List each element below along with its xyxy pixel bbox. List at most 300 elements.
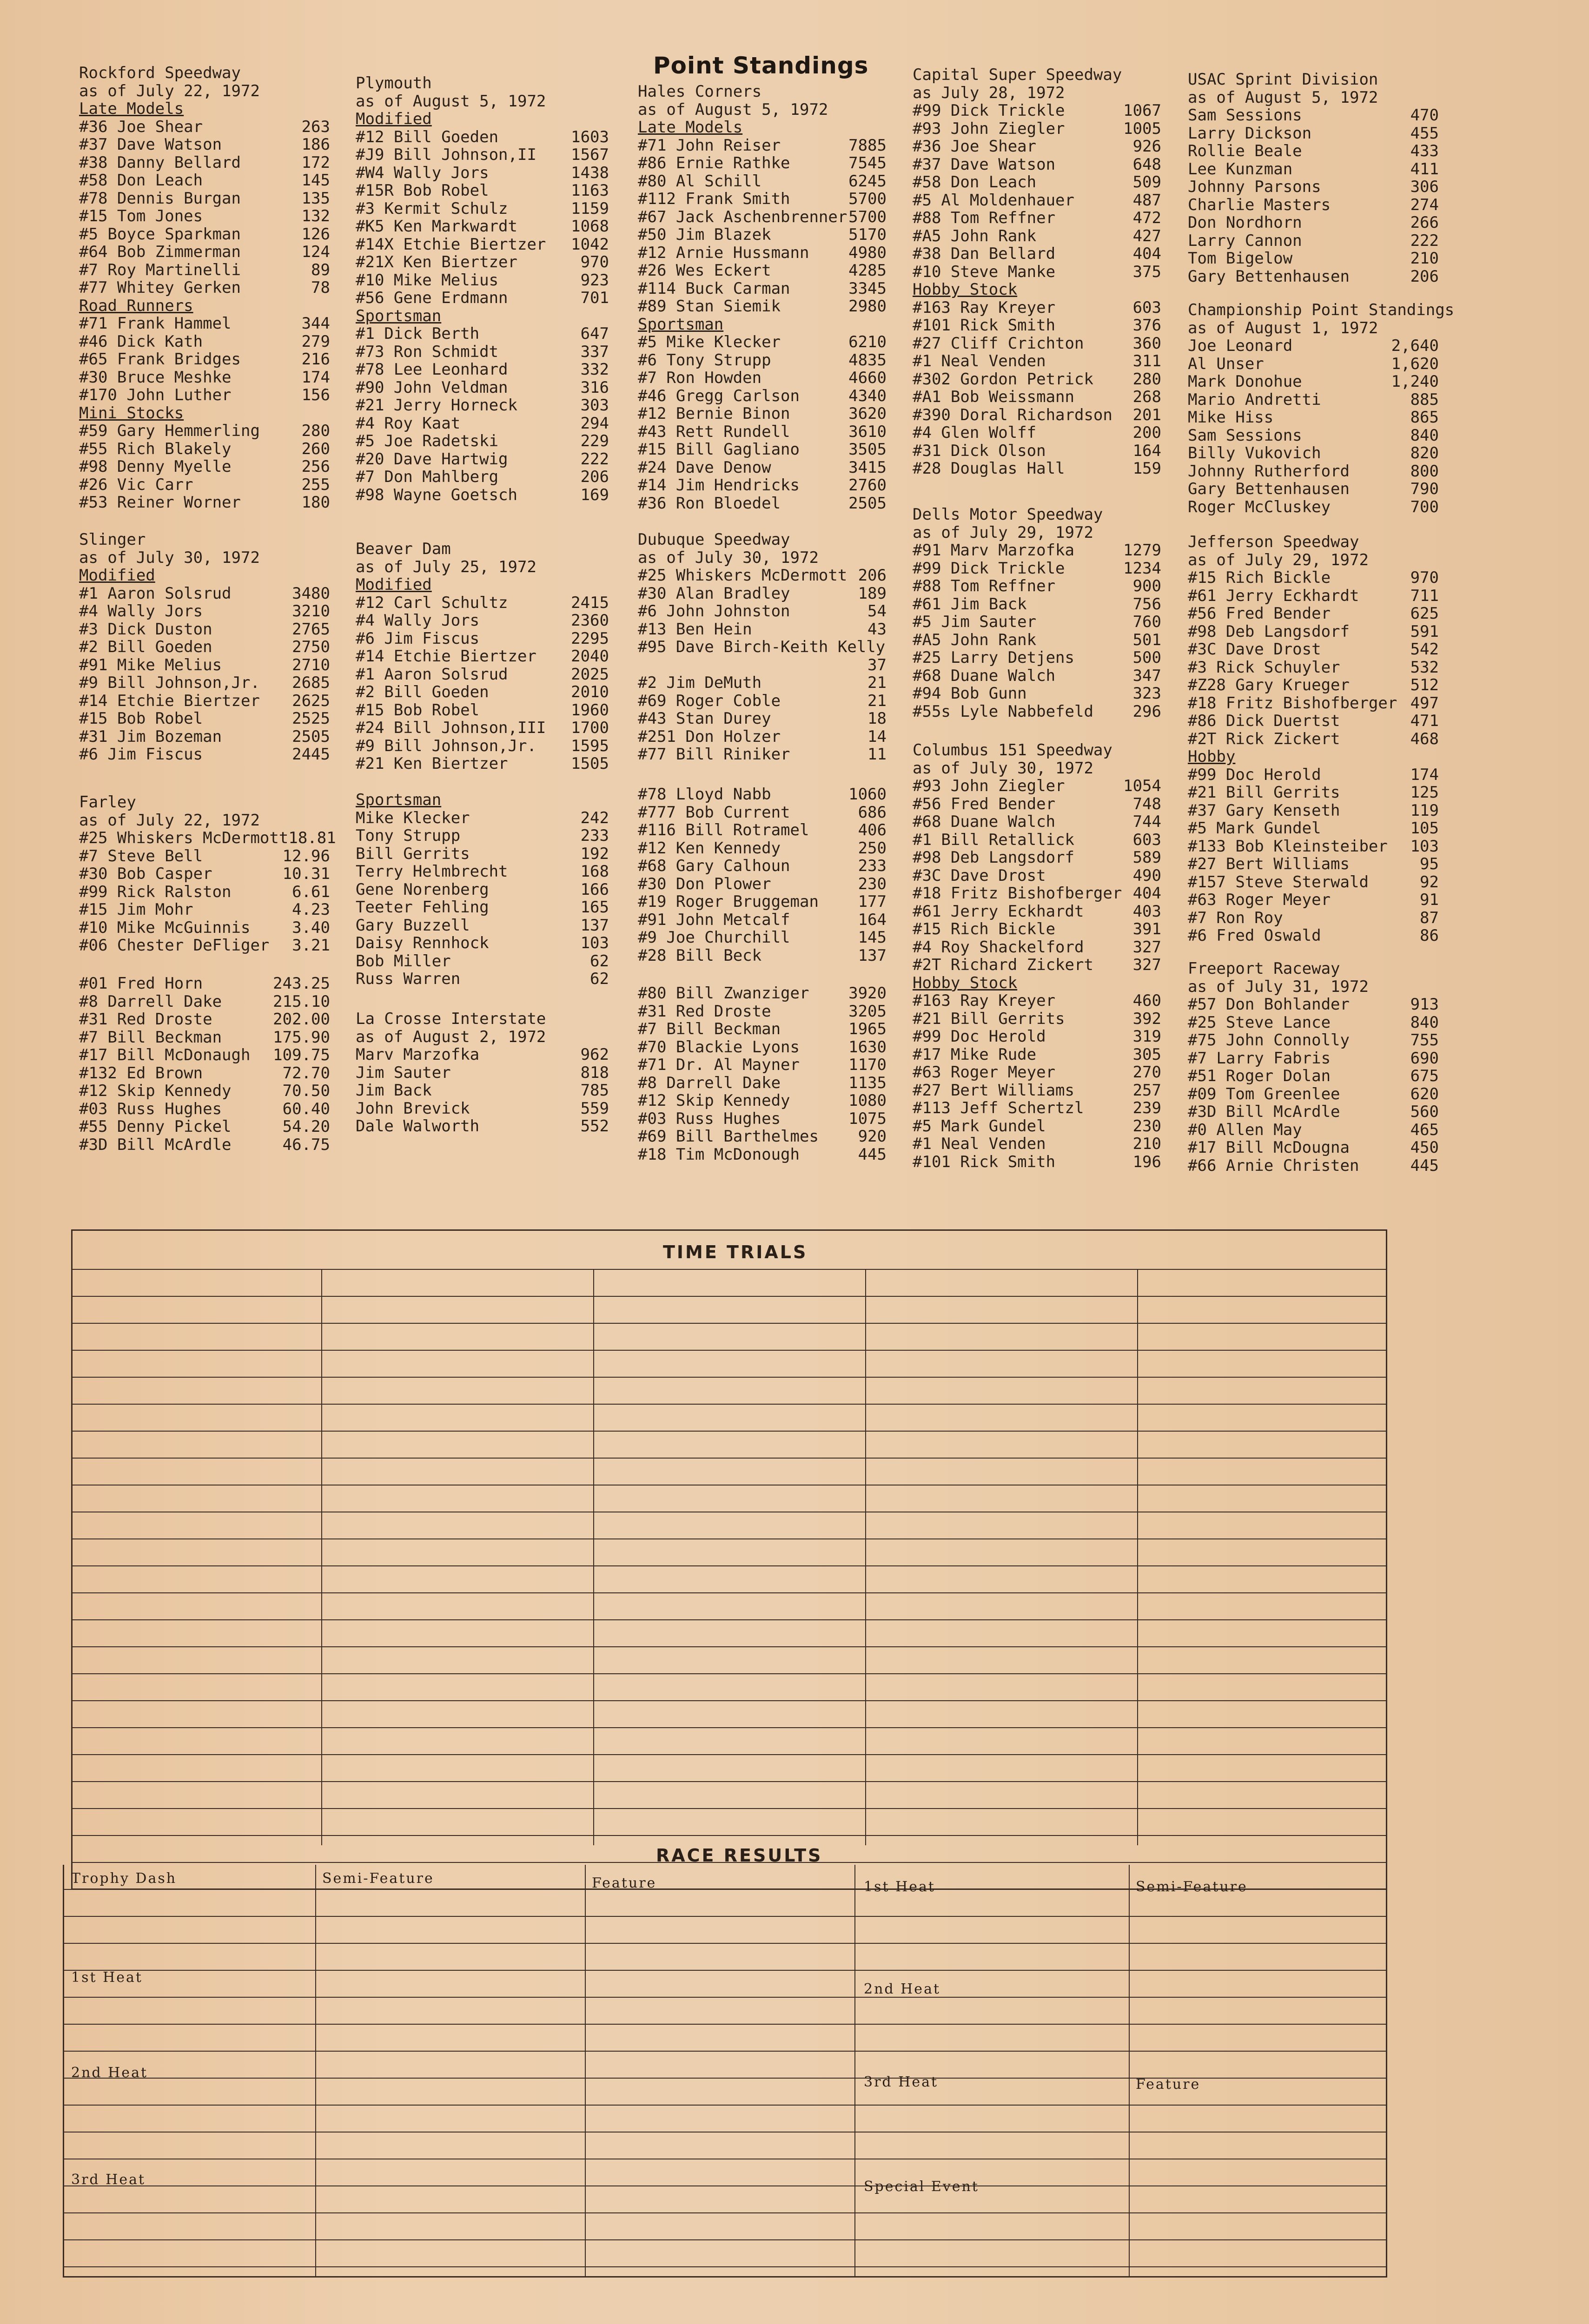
entry-name: #91 Marv Marzofka — [913, 541, 1074, 560]
entry-points: 1163 — [571, 181, 609, 200]
standings-line — [638, 119, 887, 137]
entry-points: 18.81 — [288, 829, 336, 847]
entry-name: #777 Bob Current — [638, 803, 790, 822]
entry-points: 137 — [858, 946, 887, 965]
race-results-form — [63, 1865, 1387, 2278]
entry-name: #17 Bill McDougna — [1188, 1138, 1350, 1157]
entry-name: #10 Mike McGuinnis — [79, 918, 251, 937]
standings-line — [913, 759, 1161, 778]
entry-name: #12 Arnie Hussmann — [638, 243, 809, 262]
entry-name: #3 Rick Schuyler — [1188, 658, 1340, 677]
entry-points: 552 — [580, 1117, 609, 1136]
standings-line — [913, 741, 1161, 759]
entry-name: #58 Don Leach — [913, 173, 1037, 191]
entry-name: #37 Dave Watson — [79, 135, 222, 154]
entry-points: 2415 — [571, 593, 609, 612]
entry-name: #18 Fritz Bishofberger — [913, 884, 1122, 903]
standings-line — [1188, 802, 1439, 820]
entry-name: Mini Stocks — [79, 403, 184, 423]
entry-points: 2505 — [848, 494, 887, 513]
standings-line — [79, 386, 330, 404]
standings-line — [638, 476, 887, 495]
entry-points: 4980 — [848, 243, 887, 262]
standings-line — [1188, 855, 1439, 873]
standings-line — [913, 685, 1161, 703]
entry-points: 3210 — [292, 602, 330, 621]
entry-name: #98 Wayne Goetsch — [356, 485, 517, 504]
entry-name: #58 Don Leach — [79, 171, 203, 190]
entry-name: La Crosse Interstate — [356, 1010, 546, 1028]
entry-points: 913 — [1410, 995, 1439, 1014]
entry-points: 280 — [1132, 370, 1161, 389]
entry-points: 274 — [1410, 195, 1439, 214]
entry-points: 210 — [1410, 249, 1439, 268]
standings-line — [913, 1099, 1161, 1117]
entry-points: 1965 — [848, 1020, 887, 1038]
entry-points: 14 — [867, 727, 887, 746]
standings-line — [79, 531, 330, 549]
standings-line — [913, 992, 1161, 1010]
standings-line — [356, 612, 609, 630]
entry-points: 2025 — [571, 665, 609, 684]
standings-section — [356, 791, 609, 988]
entry-points: 748 — [1132, 794, 1161, 813]
entry-name: #99 Doc Herold — [1188, 765, 1321, 784]
time-trials-title: TIME TRIALS — [663, 1242, 808, 1262]
entry-name: Jim Sauter — [356, 1063, 451, 1082]
standings-line — [638, 423, 887, 441]
entry-name: #26 Wes Eckert — [638, 261, 771, 280]
entry-points: 2040 — [571, 647, 609, 666]
entry-points: 230 — [1132, 1116, 1161, 1136]
entry-points: 177 — [858, 892, 887, 911]
standings-line — [638, 387, 887, 405]
entry-name: #21 Ken Biertzer — [356, 754, 508, 773]
entry-name: #98 Denny Myelle — [79, 457, 232, 476]
standings-line — [913, 649, 1161, 667]
entry-name: Lee Kunzman — [1188, 159, 1293, 178]
standings-line — [913, 281, 1161, 299]
standings-line — [79, 154, 330, 172]
entry-name: #9 Bill Johnson,Jr. — [356, 736, 536, 755]
entry-name: #27 Cliff Crichton — [913, 334, 1084, 353]
standings-line — [79, 602, 330, 621]
entry-name: as of July 30, 1972 — [913, 759, 1093, 778]
entry-name: Sam Sessions — [1188, 106, 1302, 125]
entry-name: Mario Andretti — [1188, 390, 1321, 409]
entry-points: 4660 — [848, 369, 887, 387]
form-rule — [73, 1835, 1386, 1836]
standings-line — [1188, 587, 1439, 605]
entry-name: #56 Fred Bender — [1188, 604, 1331, 623]
standings-line — [356, 630, 609, 648]
entry-name: #55 Denny Pickel — [79, 1117, 232, 1136]
entry-points: 92 — [1420, 872, 1439, 891]
standings-line — [913, 613, 1161, 631]
standings-line — [913, 1117, 1161, 1136]
entry-points: 316 — [580, 378, 609, 397]
standings-line — [913, 245, 1161, 263]
standings-line — [356, 755, 609, 773]
entry-points: 970 — [1410, 568, 1439, 587]
entry-name: #2 Jim DeMuth — [638, 673, 762, 692]
entry-points: 926 — [1132, 137, 1161, 156]
standings-line — [79, 190, 330, 208]
entry-points: 3205 — [848, 1002, 887, 1021]
entry-name: Al Unser — [1188, 354, 1264, 373]
standings-line — [1188, 712, 1439, 730]
standings-line — [1188, 605, 1439, 623]
entry-name: as of July 25, 1972 — [356, 557, 536, 576]
standings-line — [79, 136, 330, 154]
standings-line — [356, 683, 609, 701]
entry-points: 18 — [867, 709, 887, 728]
standings-line — [79, 847, 330, 865]
entry-points: 4285 — [848, 261, 887, 280]
entry-name: as of July 22, 1972 — [79, 811, 260, 830]
entry-name: #1 Neal Venden — [913, 1135, 1046, 1153]
standings-line — [79, 993, 330, 1011]
entry-name: #43 Rett Rundell — [638, 422, 790, 441]
standings-line — [913, 352, 1161, 370]
standings-line — [638, 804, 887, 822]
entry-points: 70.50 — [282, 1082, 330, 1100]
entry-points: 280 — [301, 422, 330, 440]
standings-line — [1188, 480, 1439, 498]
entry-name: #1 Aaron Solsrud — [79, 584, 232, 603]
standings-line — [638, 1146, 887, 1164]
entry-points: 243.25 — [273, 974, 330, 993]
standings-line — [1188, 873, 1439, 891]
entry-points: 1005 — [1123, 119, 1161, 138]
entry-name: Sportsman — [356, 791, 442, 809]
standings-line — [79, 494, 330, 512]
entry-name: #80 Bill Zwanziger — [638, 984, 809, 1003]
standings-line — [79, 1100, 330, 1118]
standings-line — [356, 1028, 609, 1046]
entry-name: #12 Carl Schultz — [356, 593, 508, 612]
standings-line — [356, 898, 609, 917]
entry-name: #10 Mike Melius — [356, 271, 499, 290]
entry-name: #113 Jeff Schertzl — [913, 1099, 1084, 1117]
entry-points: 1630 — [848, 1037, 887, 1056]
entry-name: #3C Dave Drost — [1188, 640, 1321, 659]
entry-name: #114 Buck Carman — [638, 279, 790, 298]
entry-name: #94 Bob Gunn — [913, 684, 1027, 703]
entry-name: Joe Leonard — [1188, 337, 1293, 355]
entry-name: #88 Tom Reffner — [913, 577, 1056, 595]
standings-line — [913, 66, 1161, 84]
form-rule — [73, 1538, 1386, 1539]
entry-points: 756 — [1132, 594, 1161, 614]
entry-name: #73 Ron Schmidt — [356, 342, 499, 361]
standings-line — [913, 867, 1161, 885]
standings-line — [79, 279, 330, 297]
standings-line — [79, 883, 330, 901]
entry-name: #71 Dr. Al Mayner — [638, 1056, 800, 1074]
standings-line — [638, 1110, 887, 1128]
entry-points: 360 — [1132, 334, 1161, 353]
entry-points: 174 — [301, 368, 330, 387]
entry-points: 180 — [301, 493, 330, 512]
standings-line — [356, 379, 609, 397]
standings-line — [1188, 337, 1439, 355]
entry-name: #24 Bill Johnson,III — [356, 719, 546, 737]
standings-line — [638, 728, 887, 746]
entry-points: 840 — [1410, 1013, 1439, 1032]
entry-points: 6210 — [848, 333, 887, 351]
entry-points: 411 — [1410, 159, 1439, 178]
entry-name: #101 Rick Smith — [913, 316, 1056, 335]
standings-line — [913, 406, 1161, 424]
standings-line — [356, 74, 609, 92]
standings-line — [1188, 909, 1439, 927]
entry-name: #4 Wally Jors — [356, 611, 480, 630]
entry-name: #15R Bob Robel — [356, 181, 489, 200]
entry-points: 174 — [1410, 765, 1439, 784]
entry-name: #1 Bill Retallick — [913, 830, 1074, 849]
form-rule — [73, 1754, 1386, 1755]
entry-name: Bob Miller — [356, 951, 451, 971]
standings-line — [913, 703, 1161, 721]
race-result-label: Semi-Feature — [1136, 1879, 1248, 1895]
entry-points: 375 — [1132, 262, 1161, 281]
entry-name: #37 Gary Kenseth — [1188, 801, 1340, 820]
standings-line — [638, 621, 887, 639]
entry-name: #30 Bruce Meshke — [79, 368, 232, 387]
standings-line — [356, 576, 609, 594]
standings-line — [913, 831, 1161, 849]
entry-name: #19 Roger Bruggeman — [638, 892, 819, 911]
entry-name: #5 Boyce Sparkman — [79, 224, 241, 244]
entry-points: 962 — [580, 1045, 609, 1064]
entry-name: #78 Lloyd Nabb — [638, 785, 771, 804]
entry-name: #25 Whiskers McDermott — [638, 566, 847, 585]
standings-section — [638, 83, 887, 512]
standings-section — [913, 66, 1161, 478]
standings-line — [1188, 301, 1455, 319]
standings-line — [913, 424, 1161, 442]
entry-points: 37 — [867, 655, 887, 674]
entry-name — [638, 656, 867, 674]
entry-name: #01 Fred Horn — [79, 974, 203, 993]
standings-line — [638, 839, 887, 858]
entry-name: #69 Roger Coble — [638, 691, 781, 710]
entry-points: 87 — [1420, 908, 1439, 927]
entry-name: #56 Gene Erdmann — [356, 289, 508, 307]
entry-name: #J9 Bill Johnson,II — [356, 145, 536, 164]
entry-name: Capital Super Speedway — [913, 66, 1122, 84]
form-rule — [73, 1700, 1386, 1701]
standings-line — [638, 947, 887, 965]
entry-name: #68 Duane Walch — [913, 666, 1056, 685]
race-result-label: 3rd Heat — [71, 2172, 146, 2188]
entry-name: #0 Allen May — [1188, 1120, 1302, 1139]
entry-name: #12 Skip Kennedy — [638, 1091, 790, 1110]
entry-name: #7 Bill Beckman — [79, 1028, 222, 1047]
standings-line — [79, 100, 330, 118]
standings-line — [1188, 409, 1439, 427]
entry-points: 311 — [1132, 352, 1161, 370]
entry-name: #12 Bernie Binon — [638, 404, 790, 423]
standings-line — [1188, 1139, 1439, 1157]
entry-name: #A5 John Rank — [913, 226, 1037, 245]
entry-points: 920 — [858, 1127, 887, 1146]
standings-line — [1188, 551, 1439, 569]
entry-points: 12.96 — [282, 846, 330, 865]
standings-line — [356, 325, 609, 343]
standings-line — [356, 934, 609, 952]
entry-name: #14 Etchie Biertzer — [356, 647, 536, 666]
entry-name: #18 Fritz Bishofberger — [1188, 693, 1397, 713]
standings-line — [79, 82, 330, 100]
entry-name: #6 Jim Fiscus — [356, 629, 480, 648]
entry-points: 189 — [858, 584, 887, 603]
standings-line — [1188, 1050, 1439, 1068]
entry-points: 376 — [1132, 316, 1161, 335]
standings-line — [638, 190, 887, 208]
entry-name: #53 Reiner Worner — [79, 493, 241, 512]
entry-name: #21 Bill Gerrits — [913, 1009, 1065, 1028]
standings-line — [79, 793, 330, 812]
standings-line — [1188, 1121, 1439, 1139]
entry-points: 306 — [1410, 178, 1439, 196]
standings-line — [1188, 106, 1439, 125]
entry-name: #4 Glen Wolff — [913, 423, 1037, 442]
entry-points: 4835 — [848, 350, 887, 370]
standings-line — [79, 476, 330, 494]
standings-line — [913, 577, 1161, 595]
entry-name: Gene Norenberg — [356, 880, 489, 899]
entry-points: 7545 — [848, 154, 887, 172]
standings-section — [79, 793, 336, 955]
entry-points: 135 — [301, 189, 330, 208]
form-divider — [585, 1865, 586, 2276]
entry-name: #68 Duane Walch — [913, 812, 1056, 831]
standings-line — [1188, 1103, 1439, 1121]
entry-points: 86 — [1420, 926, 1439, 945]
entry-points: 3.40 — [292, 918, 330, 937]
entry-name: #27 Bert Williams — [913, 1081, 1074, 1100]
standings-section — [638, 984, 887, 1163]
entry-points: 460 — [1132, 991, 1161, 1010]
standings-section — [1188, 301, 1455, 516]
standings-line — [638, 692, 887, 710]
standings-line — [1188, 694, 1439, 713]
standings-line — [638, 226, 887, 244]
entry-name: Billy Vukovich — [1188, 444, 1321, 462]
form-rule — [64, 2024, 1386, 2025]
entry-name: Sam Sessions — [1188, 426, 1302, 445]
standings-line — [79, 585, 330, 603]
entry-name: Larry Dickson — [1188, 124, 1312, 143]
entry-points: 159 — [1132, 459, 1161, 478]
entry-points: 686 — [858, 803, 887, 822]
form-rule — [73, 1377, 1386, 1378]
entry-points: 216 — [301, 350, 330, 369]
entry-points: 591 — [1410, 622, 1439, 641]
entry-points: 72.70 — [282, 1063, 330, 1083]
entry-points: 690 — [1410, 1049, 1439, 1068]
entry-points: 145 — [301, 171, 330, 190]
entry-name: #55s Lyle Nabbefeld — [913, 702, 1093, 721]
entry-points: 760 — [1132, 613, 1161, 631]
entry-name: #98 Deb Langsdorf — [1188, 622, 1350, 641]
form-rule — [73, 1323, 1386, 1324]
standings-line — [1188, 1031, 1439, 1050]
standings-line — [1188, 427, 1439, 445]
standings-section — [1188, 71, 1439, 285]
entry-points: 820 — [1410, 444, 1439, 462]
race-result-label: 3rd Heat — [864, 2074, 939, 2090]
standings-line — [638, 786, 887, 804]
entry-points: 166 — [580, 880, 609, 899]
standings-line — [356, 791, 609, 809]
entry-name: Teeter Fehling — [356, 898, 489, 917]
entry-points: 465 — [1410, 1120, 1439, 1139]
standings-line — [1188, 214, 1439, 232]
entry-name: USAC Sprint Division — [1188, 70, 1378, 89]
standings-line — [638, 857, 887, 875]
entry-name: #21 Bill Gerrits — [1188, 783, 1340, 802]
form-rule — [73, 1431, 1386, 1432]
standings-line — [913, 506, 1161, 524]
standings-line — [913, 885, 1161, 903]
entry-points: 192 — [580, 844, 609, 863]
entry-points: 445 — [1410, 1156, 1439, 1175]
standings-line — [1188, 178, 1439, 196]
entry-name: #17 Bill McDonaugh — [79, 1046, 251, 1064]
entry-name: #157 Steve Sterwald — [1188, 872, 1369, 891]
entry-points: 337 — [580, 342, 609, 361]
entry-name: as of August 5, 1972 — [356, 92, 546, 111]
entry-points: 103 — [580, 934, 609, 952]
standings-line — [913, 1063, 1161, 1082]
standings-line — [356, 1010, 609, 1028]
standings-line — [79, 901, 330, 919]
entry-name: Gary Bettenhausen — [1188, 480, 1350, 498]
standings-line — [1188, 462, 1439, 481]
standings-line — [79, 64, 330, 82]
standings-line — [356, 666, 609, 684]
standings-line — [913, 209, 1161, 227]
standings-line — [356, 361, 609, 379]
entry-name: Jefferson Speedway — [1188, 533, 1359, 551]
entry-name: as of July 30, 1972 — [638, 548, 819, 567]
entry-name: #4 Roy Kaat — [356, 414, 461, 433]
entry-points: 427 — [1132, 226, 1161, 245]
time-trials-form — [71, 1229, 1387, 1890]
standings-line — [913, 1028, 1161, 1046]
standings-line — [913, 156, 1161, 174]
entry-name: #31 Red Droste — [79, 1010, 212, 1029]
entry-name: #15 Jim Mohr — [79, 900, 193, 919]
entry-points: 175.90 — [273, 1028, 330, 1047]
entry-name: #61 Jim Back — [913, 594, 1027, 614]
entry-points: 865 — [1410, 408, 1439, 427]
form-divider — [1129, 1865, 1130, 2276]
standings-line — [1188, 623, 1439, 641]
standings-line — [1188, 891, 1439, 909]
entry-name: #70 Blackie Lyons — [638, 1037, 800, 1056]
form-rule — [64, 2105, 1386, 2106]
entry-name: Rockford Speedway — [79, 64, 241, 82]
standings-line — [638, 208, 887, 226]
entry-points: 2295 — [571, 629, 609, 648]
entry-points: 172 — [301, 153, 330, 172]
entry-name: Don Nordhorn — [1188, 213, 1302, 232]
standings-line — [79, 118, 330, 136]
